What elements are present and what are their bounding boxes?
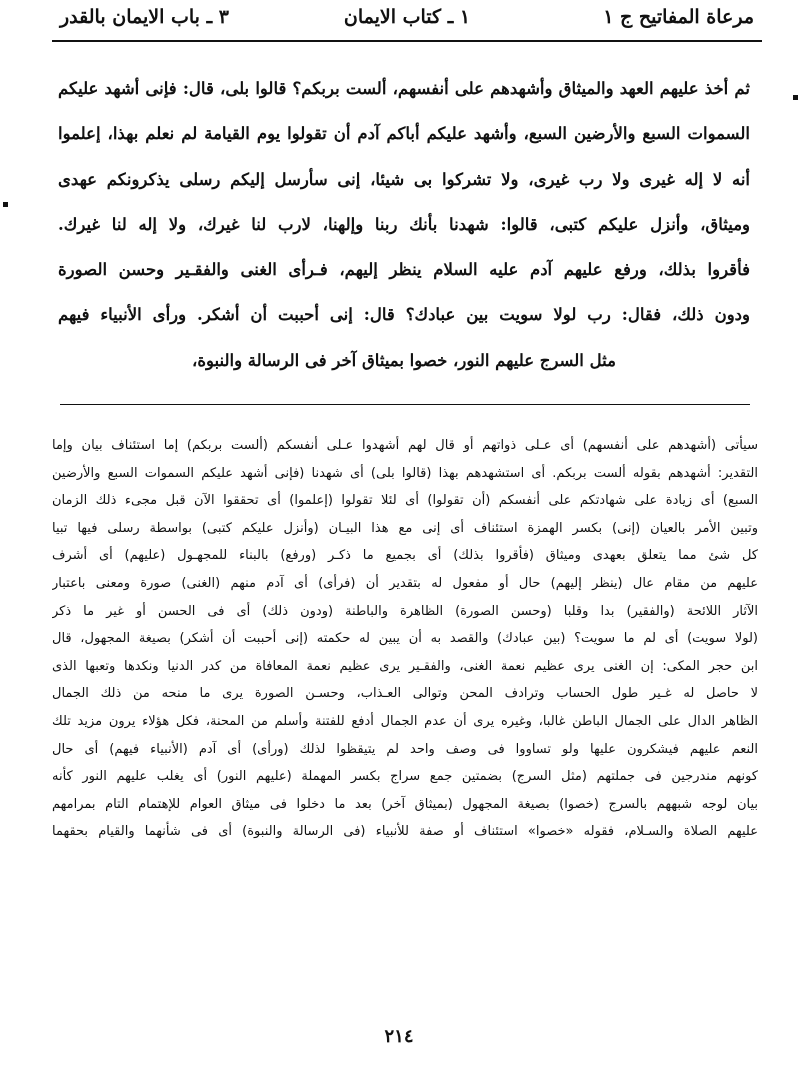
commentary-line: كونهم مندرجين فى جملتهم (مثل السرج) بضمتين جمع سراج بكسر المهملة (عليهم النور) أى يغلب عليهم النور كأنه <box>52 769 758 785</box>
header-book-title: مرعاة المفاتيح ج ١ <box>603 6 754 28</box>
commentary-line: النعم عليهم فيشكرون عليها ولو تساووا فى وصف واحد لم يتيقظوا لذلك (ورأى) أى آدم (الأنبياء فيهم) أى حال <box>52 741 758 757</box>
main-text-line: فأقروا بذلك، ورفع عليهم آدم عليه السلام ينظر إليهم، فـرأى الغنى والفقـير وحسن الصورة <box>58 260 750 280</box>
running-header <box>60 4 754 34</box>
commentary-line: سيأتى (أشهدهم على أنفسهم) أى عـلى ذواتهم أو قال لهم أشهدوا عـلى أنفسكم (ألست بربكم) إما استئناف بيان وإما <box>52 438 758 453</box>
main-text-line: أنه لا إله غيرى ولا رب غيرى، ولا تشركوا بى شيئا، إنى سأرسل إليكم رسلى يذكرونكم عهدى <box>58 169 750 189</box>
commentary-divider <box>60 404 750 405</box>
commentary-line: السبع) أى زيادة على شهادتكم على أنفسكم (أن تقولوا) أى لئلا تقولوا (إعلموا) أى تحققوا الآن قبل مجىء ذلك الزمان <box>52 493 758 509</box>
header-chapter: ١ ـ كتاب الايمان <box>343 6 471 28</box>
header-rule <box>52 40 762 42</box>
commentary-line: عليهم من مقام عال (ينظر إليهم) حال أو مفعول له بتقدير أن (فرأى) أى آدم منهم (الغنى) صورة ومعنى باعتبار <box>52 575 758 591</box>
commentary-text <box>52 432 758 846</box>
commentary-line: بيان لوجه شبههم بالسرج (خصوا) بصيغة المجهول (بميثاق آخر) بعد ما دخلوا فى ميثاق العوام للإهتمام التام بمرامهم <box>52 796 758 812</box>
main-text-line: مثل السرج عليهم النور، خصوا بميثاق آخر فى الرسالة والنبوة، <box>192 350 616 370</box>
commentary-line: وتبين الأمر بالعيان (إنى) بكسر الهمزة استئناف أى إنى مع هذا البيـان (وأنزل عليكم كتبى) بواسطة رسلى فيها تبيا <box>52 520 758 536</box>
margin-mark <box>793 95 798 100</box>
main-text-line: وميثاق، وأنزل عليكم كتبى، قالوا: شهدنا بأنك ربنا وإلهنا، لارب لنا غيرك، ولا إله لنا غيرك. <box>58 214 750 234</box>
commentary-line: كل شئ مما يتعلق بعهدى وميثاق (فأقروا بذلك) أى بجميع ما ذكـر (ورفع) بالبناء للمجهـول (عليهم) أى أشرف <box>52 548 758 564</box>
commentary-line: لا حاصل له غـير طول الحساب وترادف المحن وتوالى العـذاب، وحسـن الصورة يرى ما منحه من ذلك الجمال <box>52 686 758 702</box>
header-section: ٣ ـ باب الايمان بالقدر <box>60 6 229 28</box>
commentary-line: عليهم الصلاة والسـلام، فقوله «خصوا» استئناف أو صفة للأنبياء (فى الرسالة والنبوة) أى فى شأنهما والقيام بحقهما <box>52 824 758 840</box>
commentary-line: التقدير: أشهدهم بقوله ألست بربكم. أى استشهدهم بهذا (قالوا بلى) أى شهدنا (فإنى أشهد عليكم السموات السبع والأرضين <box>52 465 758 481</box>
hadith-main-text <box>58 66 750 383</box>
margin-mark <box>3 202 8 207</box>
page-number: ٢١٤ <box>384 1026 414 1047</box>
commentary-line: (لولا سويت) أى لم ما سويت؟ (بين عبادك) والقصد به أن يبين له حكمته (إنى أحببت أن أشكر) بصيغة المجهول، قال <box>52 631 758 647</box>
main-text-line: ثم أخذ عليهم العهد والميثاق وأشهدهم على أنفسهم، ألست بربكم؟ قالوا بلى، قال: فإنى أشهد عليكم <box>58 79 750 98</box>
main-text-line: ودون ذلك، فقال: رب لولا سويت بين عبادك؟ قال: إنى أحببت أن أشكر. ورأى الأنبياء فيهم <box>58 305 750 325</box>
commentary-line: ابن حجر المكى: إن الغنى يرى عظيم نعمة الغنى، والفقـير يرى عظيم نعمة المعافاة من كدر الدنيا ونكدها وتعبها الذى <box>52 658 758 674</box>
main-text-line: السموات السبع والأرضين السبع، وأشهد عليكم أباكم آدم أن تقولوا يوم القيامة لم نعلم بهذا، إعلموا <box>58 124 750 144</box>
commentary-line: الظاهر الدال على الجمال الباطن غالبا، وغيره يرى أن عدم الجمال أدفع للفتنة وأسلم من المحنة، فكل هؤلاء يرون مزيد تلك <box>52 713 758 729</box>
commentary-line: الآثار اللائحة (والفقير) بدا وقلبا (وحسن الصورة) الظاهرة والباطنة (ودون ذلك) أى فى الحسن أو غير ما ذكر <box>52 603 758 619</box>
